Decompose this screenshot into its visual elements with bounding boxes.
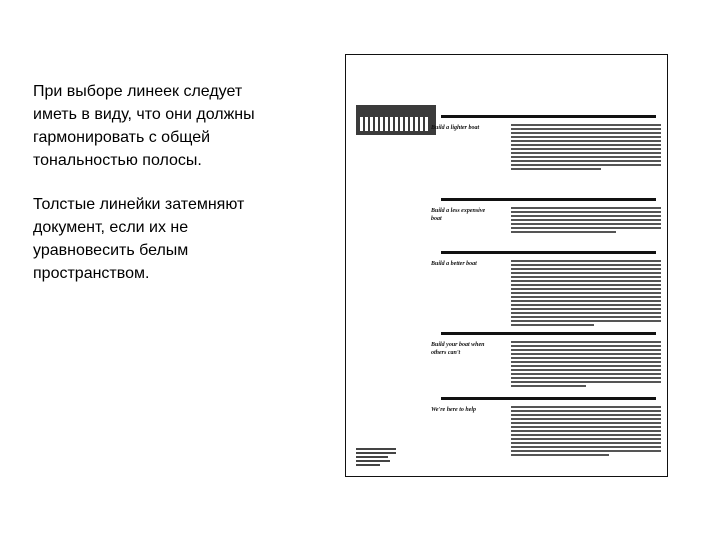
section-heading: Build a less expensive boat	[431, 208, 486, 222]
thick-rule	[441, 251, 656, 254]
document-section	[431, 251, 661, 268]
masthead-title-image	[360, 117, 430, 131]
paragraph-text: При выборе линеек следует иметь в виду, что они должны гармонировать с общей тональностью полосы.	[33, 83, 255, 169]
thick-rule	[441, 115, 656, 118]
document-section	[431, 115, 661, 132]
body-text-paragraph-2	[33, 193, 333, 285]
body-text-paragraph-1	[33, 80, 333, 172]
thick-rule	[441, 198, 656, 201]
sample-document-page	[345, 54, 668, 477]
section-body-lines	[511, 260, 661, 328]
section-body-lines	[511, 124, 661, 172]
document-section	[431, 198, 661, 223]
thick-rule	[441, 332, 656, 335]
section-heading: Build a lighter boat	[431, 125, 480, 131]
section-body-lines	[511, 341, 661, 389]
section-body-lines	[511, 207, 661, 235]
section-body-lines	[511, 406, 661, 458]
section-heading: We're here to help	[431, 407, 477, 413]
thick-rule	[441, 397, 656, 400]
section-heading: Build your boat when others can't	[431, 342, 485, 356]
masthead-logo-image	[356, 105, 436, 135]
section-heading: Build a better boat	[431, 261, 477, 267]
paragraph-text: Толстые линейки затемняют документ, если их не уравновесить белым пространством.	[33, 196, 245, 282]
document-section	[431, 397, 661, 414]
document-section	[431, 332, 661, 357]
address-block	[356, 448, 396, 468]
